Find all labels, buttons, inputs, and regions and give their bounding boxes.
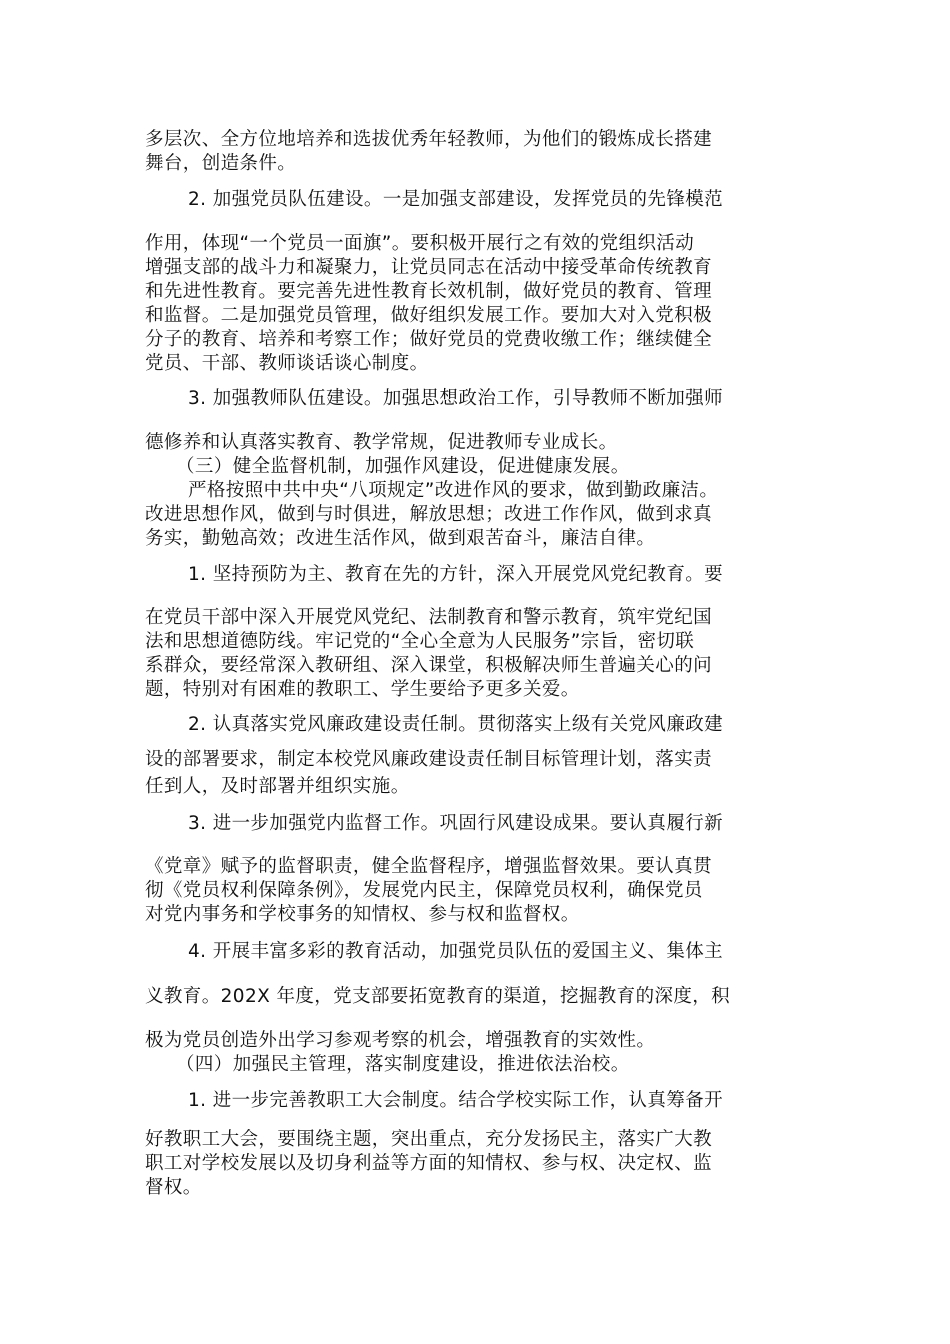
text-line: 设的部署要求，制定本校党风廉政建设责任制目标管理计划，落实责	[145, 749, 713, 770]
text-line: 4. 开展丰富多彩的教育活动，加强党员队伍的爱国主义、集体主	[188, 941, 724, 962]
text-line: 题，特别对有困难的教职工、学生要给予更多关爱。	[145, 679, 580, 700]
text-line: 1. 进一步完善教职工大会制度。结合学校实际工作，认真筹备开	[188, 1090, 724, 1111]
text-line: 严格按照中共中央“八项规定”改进作风的要求，做到勤政廉洁。	[188, 480, 719, 501]
text-line: 好教职工大会，要围绕主题，突出重点，充分发扬民主，落实广大教	[145, 1129, 713, 1150]
text-line: 1. 坚持预防为主、教育在先的方针，深入开展党风党纪教育。要	[188, 564, 724, 585]
text-line: 德修养和认真落实教育、教学常规，促进教师专业成长。	[145, 432, 618, 453]
text-line: 作用，体现“一个党员一面旗”。要积极开展行之有效的党组织活动	[145, 233, 695, 254]
text-line: 督权。	[145, 1177, 202, 1198]
text-line: 舞台，创造条件。	[145, 153, 297, 174]
section-heading: （四）加强民主管理，落实制度建设，推进依法治校。	[176, 1054, 630, 1075]
text-line: 3. 加强教师队伍建设。加强思想政治工作，引导教师不断加强师	[188, 388, 724, 409]
text-line: 党员、干部、教师谈话谈心制度。	[145, 353, 429, 374]
text-line: 对党内事务和学校事务的知情权、参与权和监督权。	[145, 904, 580, 925]
section-heading: （三）健全监督机制，加强作风建设，促进健康发展。	[176, 456, 630, 477]
text-line: 2. 加强党员队伍建设。一是加强支部建设，发挥党员的先锋模范	[188, 189, 724, 210]
text-line: 彻《党员权利保障条例》，发展党内民主，保障党员权利，确保党员	[145, 880, 703, 901]
text-line: 增强支部的战斗力和凝聚力，让党员同志在活动中接受革命传统教育	[145, 257, 713, 278]
text-line: 改进思想作风，做到与时俱进，解放思想；改进工作作风，做到求真	[145, 504, 713, 525]
text-line: 义教育。202X 年度，党支部要拓宽教育的渠道，挖掘教育的深度，积	[145, 986, 731, 1007]
text-line: 法和思想道德防线。牢记党的“全心全意为人民服务”宗旨，密切联	[145, 631, 695, 652]
text-line: 务实，勤勉高效；改进生活作风，做到艰苦奋斗，廉洁自律。	[145, 528, 656, 549]
text-line: 多层次、全方位地培养和选拔优秀年轻教师，为他们的锻炼成长搭建	[145, 129, 713, 150]
text-line: 极为党员创造外出学习参观考察的机会，增强教育的实效性。	[145, 1030, 656, 1051]
text-line: 职工对学校发展以及切身利益等方面的知情权、参与权、决定权、监	[145, 1153, 713, 1174]
text-line: 系群众，要经常深入教研组、深入课堂，积极解决师生普遍关心的问	[145, 655, 713, 676]
text-line: 2. 认真落实党风廉政建设责任制。贯彻落实上级有关党风廉政建	[188, 714, 724, 735]
text-line: 和监督。二是加强党员管理，做好组织发展工作。要加大对入党积极	[145, 305, 713, 326]
text-line: 和先进性教育。要完善先进性教育长效机制，做好党员的教育、管理	[145, 281, 713, 302]
text-line: 在党员干部中深入开展党风党纪、法制教育和警示教育，筑牢党纪国	[145, 607, 713, 628]
text-line: 分子的教育、培养和考察工作；做好党员的党费收缴工作；继续健全	[145, 329, 713, 350]
text-line: 任到人，及时部署并组织实施。	[145, 776, 410, 797]
text-line: 《党章》赋予的监督职责，健全监督程序，增强监督效果。要认真贯	[145, 856, 713, 877]
text-line: 3. 进一步加强党内监督工作。巩固行风建设成果。要认真履行新	[188, 813, 724, 834]
